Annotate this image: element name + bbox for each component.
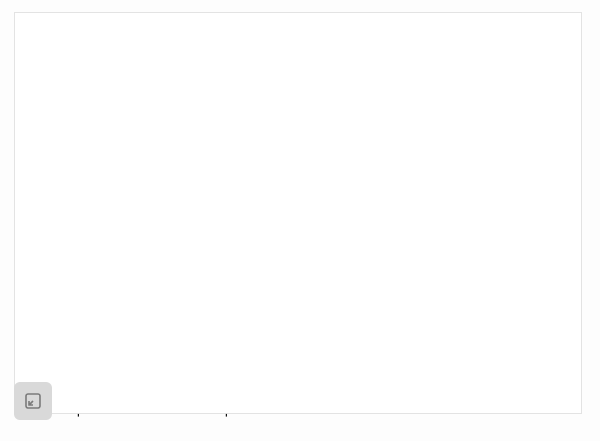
image-expand-button[interactable] — [14, 382, 52, 420]
section-heading-marbles: - — [220, 413, 232, 417]
worksheet-text-layer — [43, 27, 591, 421]
section-heading-collections: - — [72, 413, 84, 417]
worksheet-page — [14, 12, 582, 417]
image-expand-icon — [23, 391, 43, 411]
